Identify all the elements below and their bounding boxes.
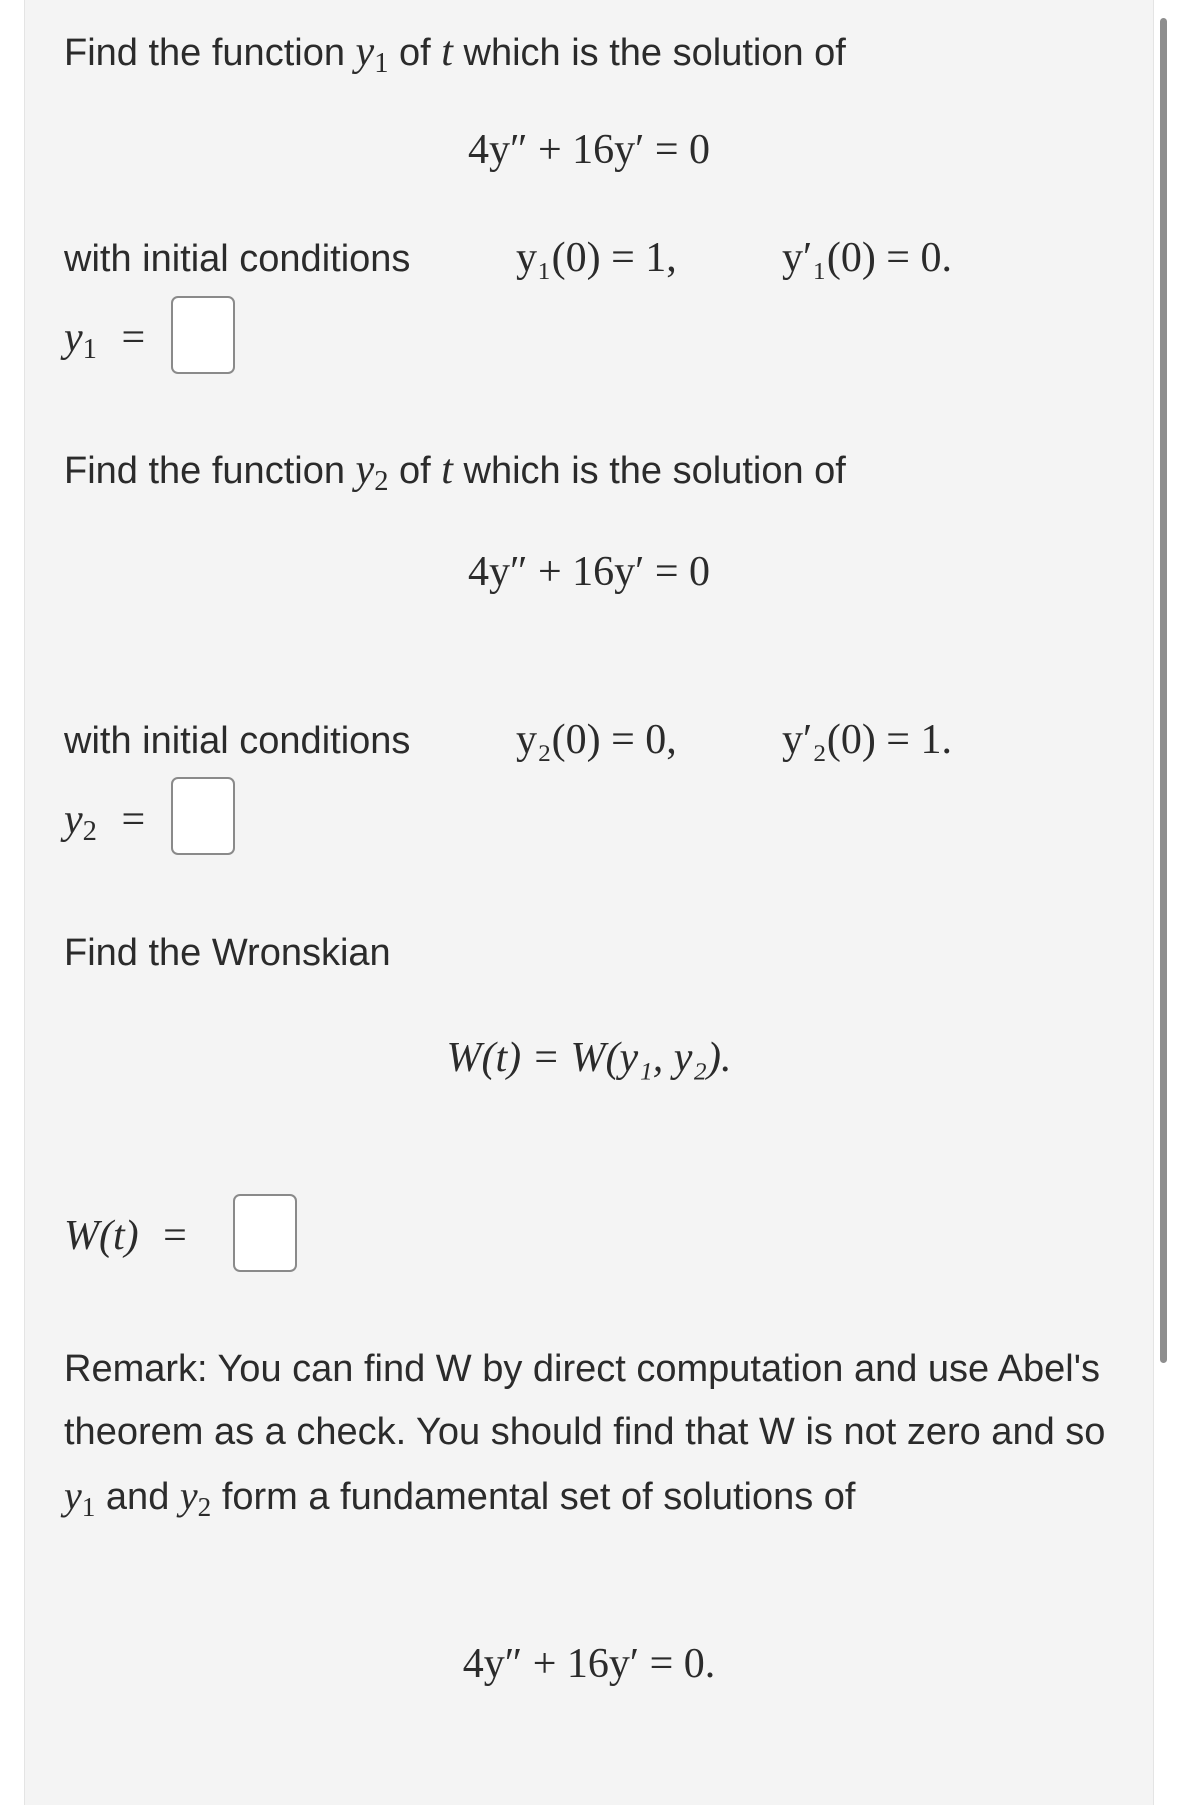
problem1-prompt — [64, 28, 846, 80]
remark-equation: 4y″ + 16y′ = 0. — [462, 1641, 716, 1687]
remark-text-2: form a fundamental set of solutions of — [221, 1476, 856, 1518]
problem2-condition-1: y₂(0) = 0, — [516, 717, 677, 763]
problem3-prompt: Find the Wronskian — [64, 932, 391, 974]
problem1-equation: 4y″ + 16y′ = 0 — [467, 127, 711, 173]
problem3-equation: W(t) = W(y₁, y₂). — [446, 1035, 732, 1081]
problem2-prompt-of: of — [399, 450, 431, 492]
problem2-equation: 4y″ + 16y′ = 0 — [467, 549, 711, 595]
problem1-prompt-before: Find the function — [64, 32, 345, 74]
problem1-func-var: y — [355, 29, 375, 75]
answer-input-wronskian[interactable] — [233, 1194, 297, 1272]
problem2-prompt-before: Find the function — [64, 450, 345, 492]
problem1-answer-label: $y_1$ = — [64, 315, 146, 366]
problem1-func-sub: 1 — [374, 48, 389, 80]
problem2-prompt-after: which is the solution of — [463, 450, 846, 492]
problem2-func-var: y — [355, 447, 375, 493]
problem1-condition-1: y₁(0) = 1, — [516, 235, 677, 281]
scrollbar[interactable] — [1160, 18, 1167, 1363]
answer-input-y2[interactable] — [171, 777, 235, 855]
problem3-answer-label: W(t) = — [64, 1213, 187, 1259]
problem2-condition-2: y′₂(0) = 1. — [782, 717, 952, 763]
answer-input-y1[interactable] — [171, 296, 235, 374]
problem2-answer-label: $y_2$ = — [64, 797, 146, 848]
remark-text-1: Remark: You can find W by direct computation and use Abel's theorem as a check. You should find that W is not zero and so — [64, 1348, 1106, 1453]
problem1-prompt-of: of — [399, 32, 431, 74]
problem2-func-sub: 2 — [374, 466, 389, 498]
remark-paragraph: Remark: You can find W by direct computation and use Abel's theorem as a check. You should find that W is not zero and so $y_1$ and $y_2$ form a fundamental set of solutions of — [64, 1348, 1106, 1522]
problem2-prompt — [64, 446, 846, 498]
problem1-conditions-label: with initial conditions — [64, 238, 411, 280]
problem2-indep-var: t — [441, 447, 453, 493]
problem1-condition-2: y′₁(0) = 0. — [782, 235, 952, 281]
problem1-prompt-after: which is the solution of — [463, 32, 846, 74]
problem2-conditions-label: with initial conditions — [64, 720, 411, 762]
problem1-indep-var: t — [441, 29, 453, 75]
